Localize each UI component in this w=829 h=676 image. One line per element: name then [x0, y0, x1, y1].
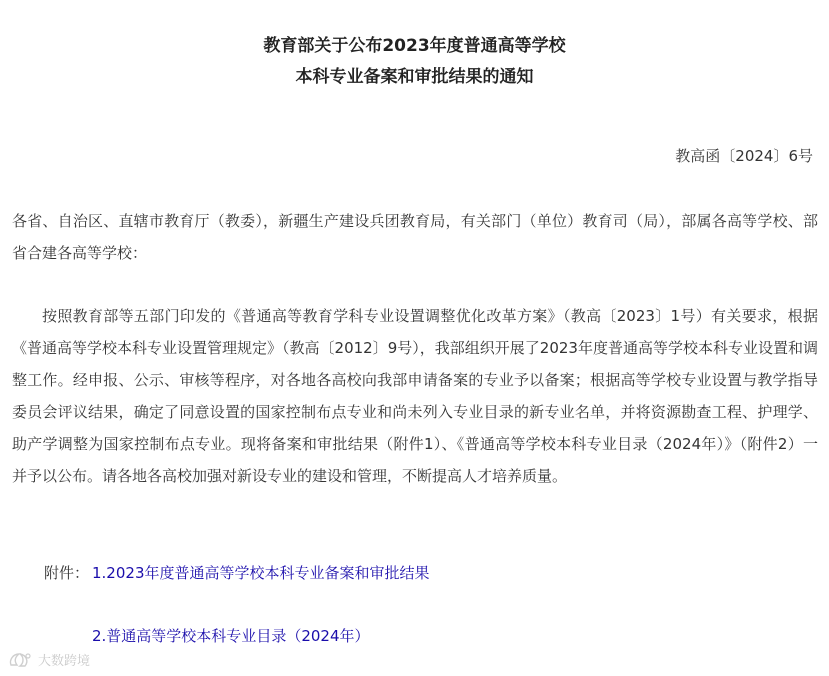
watermark-text: 大数跨境	[38, 654, 91, 669]
attachment-item-2[interactable]	[92, 623, 370, 649]
document-number: 教高函〔2024〕6号	[675, 147, 813, 165]
page-title-line-2: 本科专业备案和审批结果的通知	[295, 67, 534, 87]
page-title-line-1: 教育部关于公布2023年度普通高等学校	[263, 36, 566, 56]
watermark	[8, 650, 90, 669]
attachment-link-2[interactable]: 2.普通高等学校本科专业目录（2024年）	[92, 627, 370, 645]
addressee-paragraph: 各省、自治区、直辖市教育厅（教委），新疆生产建设兵团教育局，有关部门（单位）教育司（局），部属各高等学校、部省合建各高等学校：	[12, 212, 818, 262]
attachment-link-1[interactable]: 1.2023年度普通高等学校本科专业备案和审批结果	[92, 564, 430, 582]
body-paragraph: 按照教育部等五部门印发的《普通高等教育学科专业设置调整优化改革方案》（教高〔2023〕1号）有关要求，根据《普通高等学校本科专业设置管理规定》（教高〔2012〕9号），我部组织开展了2023年度普通高等学校本科专业设置和调整工作。经申报、公示、审核等程序，对各地各高校向我部申请备案的专业予以备案；根据高等学校专业设置与教学指导委员会评议结果，确定了同意设置的国家控制布点专业和尚未列入专业目录的新专业名单，并将资源勘查工程、护理学、助产学调整为国家控制布点专业。现将备案和审批结果（附件1）、《普通高等学校本科专业目录（2024年）》（附件2）一并予以公布。请各地各高校加强对新设专业的建设和管理，不断提高人才培养质量。	[12, 307, 818, 485]
watermark-logo-icon	[8, 651, 34, 669]
attachments-label: 附件：	[44, 564, 90, 582]
attachment-item-1[interactable]	[92, 560, 430, 586]
